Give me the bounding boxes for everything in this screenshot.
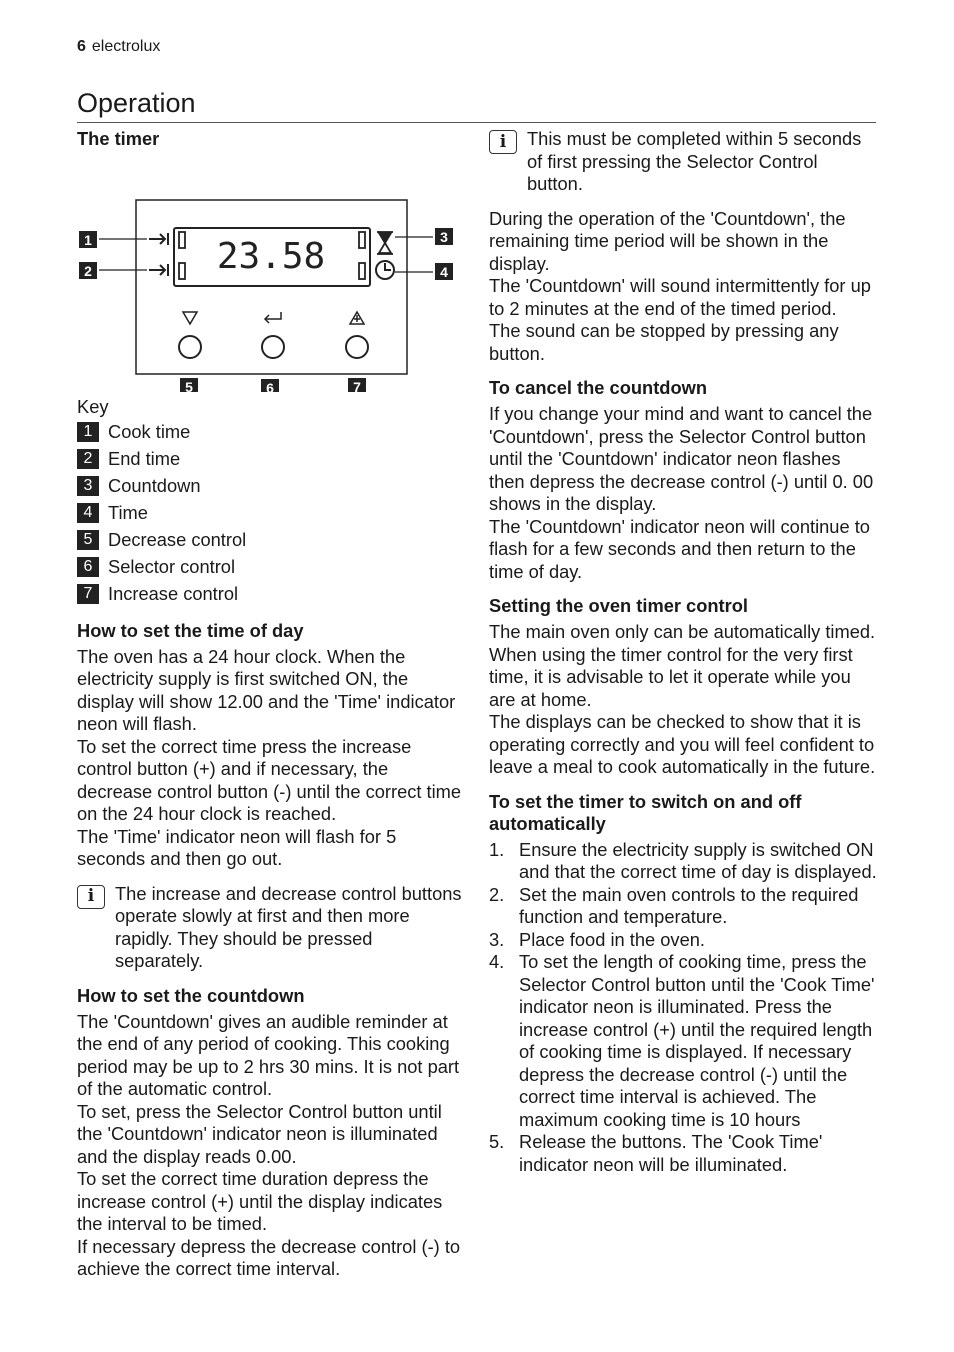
end-time-neon	[179, 263, 185, 279]
brand-name: electrolux	[91, 38, 161, 55]
callout-6: 6	[266, 380, 274, 392]
display-time: 23.58	[216, 236, 326, 277]
key-label: End time	[108, 447, 181, 469]
paragraph: The oven has a 24 hour clock. When the electricity supply is first switched ON, the display will show 12.00 and the 'Time' indicator neon will flash.	[77, 645, 456, 734]
key-number: 5	[77, 530, 99, 550]
key-label: Cook time	[108, 420, 191, 442]
cancel-section	[489, 377, 877, 583]
callout-5: 5	[185, 379, 193, 392]
callout-3: 3	[440, 229, 448, 245]
list-item: 2. Set the main oven controls to the required function and temperature.	[489, 884, 877, 929]
key-number: 7	[77, 584, 99, 604]
increase-control-button[interactable]	[346, 336, 368, 358]
paragraph: To set the correct time duration depress the increase control (+) until the display indicates the interval to be timed.	[77, 1168, 443, 1234]
key-label: Selector control	[108, 555, 236, 577]
info-icon: i	[489, 130, 517, 154]
key-item	[77, 581, 465, 608]
countdown-section	[77, 985, 465, 1281]
step-text: Ensure the electricity supply is switched ON and that the correct time of day is displayed.	[519, 838, 877, 882]
cancel-heading: To cancel the countdown	[489, 377, 708, 398]
countdown-info	[489, 208, 877, 366]
paragraph: If you change your mind and want to cancel the 'Countdown', press the Selector Control button until the 'Countdown' indicator neon flashes then depress the decrease control (-) until 0. 00 shows in the display.	[489, 403, 874, 514]
paragraph: To set the correct time press the increase control button (+) and if necessary, the decrease control button (-) until the correct time on the 24 hour clock is reached.	[77, 735, 462, 824]
note-text: The increase and decrease control buttons operate slowly at first and then more rapidly. They should be pressed separately.	[115, 882, 462, 971]
step-text: Place food in the oven.	[519, 928, 705, 950]
paragraph: When using the timer control for the very first time, it is advisable to let it operate while you are at home.	[489, 643, 853, 710]
step-text: Set the main oven controls to the required function and temperature.	[519, 883, 859, 927]
time-of-day-section	[77, 620, 465, 871]
callout-2: 2	[84, 263, 92, 279]
info-note	[489, 128, 877, 196]
selector-symbol-icon	[265, 312, 281, 323]
paragraph: The main oven only can be automatically timed.	[489, 621, 876, 642]
key-label: Decrease control	[108, 528, 247, 550]
callout-7: 7	[353, 379, 361, 392]
info-icon: i	[77, 885, 105, 909]
key-label: Increase control	[108, 582, 239, 604]
key-item	[77, 419, 465, 446]
paragraph: To set, press the Selector Control button until the 'Countdown' indicator neon is illuminated and the display reads 0.00.	[77, 1100, 442, 1167]
key-number: 2	[77, 449, 99, 469]
callout-4: 4	[440, 264, 448, 280]
time-of-day-heading: How to set the time of day	[77, 619, 304, 641]
timer-heading: The timer	[77, 128, 160, 149]
list-item: 4. To set the length of cooking time, press the Selector Control button until the 'Cook Time' indicator neon is illuminated. Press the increase control (+) until the required length of cooking time is displayed. If necessary depress the decrease control (-) until the correct time interval is achieved. The maximum cooking time is 10 hours	[489, 951, 877, 1131]
auto-heading: To set the timer to switch on and off automatically	[489, 790, 802, 834]
key-number: 4	[77, 503, 99, 523]
key-item	[77, 500, 465, 527]
key-list	[77, 419, 465, 608]
left-column	[77, 128, 465, 1281]
callout-1: 1	[84, 232, 92, 248]
cook-time-neon	[179, 232, 185, 248]
key-item	[77, 554, 465, 581]
key-number: 6	[77, 557, 99, 577]
paragraph: During the operation of the 'Countdown', the remaining time period will be shown in the display.	[489, 207, 846, 274]
step-text: To set the length of cooking time, press the Selector Control button until the 'Cook Time' indicator neon is illuminated. Press the increase control (+) until the required length of cooking time is displayed. If necessary depress the decrease control (-) until the correct time interval is achieved. The maximum cooking time is 10 hours	[519, 951, 875, 1130]
page-title: Operation	[77, 88, 196, 118]
key-number: 3	[77, 476, 99, 496]
paragraph: The displays can be checked to show that it is operating correctly and you will feel confident to leave a meal to cook automatically in the future.	[489, 711, 876, 777]
auto-section	[489, 791, 877, 1177]
hourglass-icon	[377, 232, 393, 254]
key-item	[77, 473, 465, 500]
key-item	[77, 527, 465, 554]
paragraph: The sound can be stopped by pressing any button.	[489, 320, 839, 364]
paragraph: The 'Countdown' gives an audible reminder at the end of any period of cooking. This cooking period may be up to 2 hrs 30 mins. It is not part of the automatic control.	[77, 1010, 460, 1099]
end-time-icon	[149, 264, 168, 276]
key-title: Key	[77, 396, 109, 417]
paragraph: The 'Countdown' indicator neon will continue to flash for a few seconds and then return to the time of day.	[489, 515, 870, 582]
list-item: 1. Ensure the electricity supply is switched ON and that the correct time of day is displayed.	[489, 838, 877, 882]
list-item: 3. Place food in the oven.	[489, 928, 705, 950]
paragraph: The 'Countdown' will sound intermittently for up to 2 minutes at the end of the timed period.	[489, 275, 871, 319]
right-column	[489, 128, 877, 1176]
title-rule	[77, 122, 876, 123]
note-text: This must be completed within 5 seconds of first pressing the Selector Control button.	[527, 128, 862, 194]
list-item: 5. Release the buttons. The 'Cook Time' indicator neon will be illuminated.	[489, 1131, 877, 1176]
decrease-symbol-icon	[183, 312, 197, 324]
clock-icon	[376, 261, 394, 279]
step-text: Release the buttons. The 'Cook Time' indicator neon will be illuminated.	[519, 1131, 823, 1175]
cook-time-icon	[149, 233, 168, 245]
time-neon	[359, 263, 365, 279]
key-item	[77, 446, 465, 473]
increase-symbol-icon	[350, 312, 364, 324]
paragraph: The 'Time' indicator neon will flash for 5 seconds and then go out.	[77, 825, 397, 869]
decrease-control-button[interactable]	[179, 336, 201, 358]
oven-timer-heading: Setting the oven timer control	[489, 595, 749, 616]
auto-steps	[489, 839, 877, 1177]
countdown-neon	[359, 232, 365, 248]
key-number: 1	[77, 422, 99, 442]
selector-control-button[interactable]	[262, 336, 284, 358]
key-label: Time	[108, 501, 148, 523]
paragraph: If necessary depress the decrease control (-) to achieve the correct time interval.	[77, 1235, 461, 1279]
timer-diagram	[77, 162, 467, 392]
page-header	[77, 38, 160, 56]
info-note	[77, 883, 465, 973]
countdown-heading: How to set the countdown	[77, 984, 305, 1006]
oven-timer-section	[489, 595, 877, 779]
key-label: Countdown	[108, 474, 201, 496]
timer-diagram-svg	[77, 162, 467, 392]
page-number: 6	[77, 38, 86, 55]
